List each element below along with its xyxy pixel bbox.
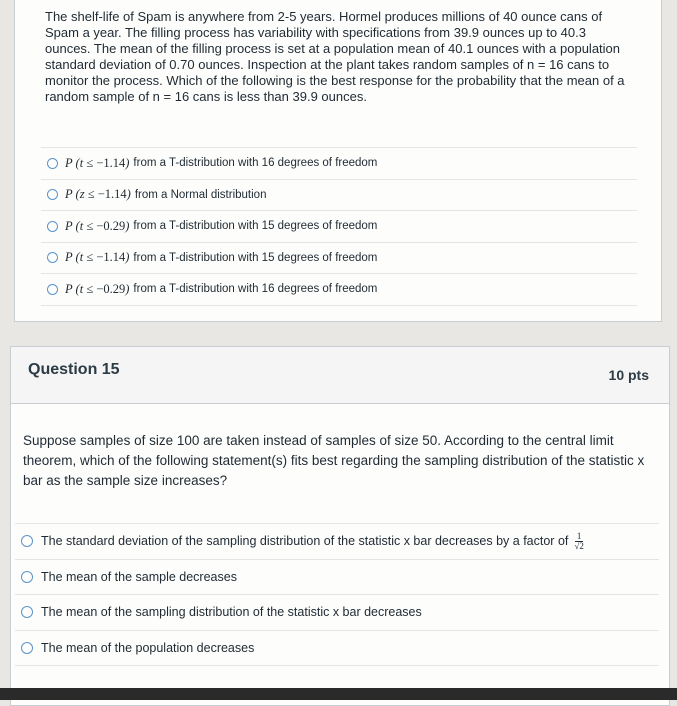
math-expression: P (t ≤ −0.29): [65, 281, 130, 296]
answer-option[interactable]: [15, 595, 659, 631]
fraction: $\frac{1}{√2}$: [574, 530, 584, 551]
answer-option[interactable]: [15, 631, 659, 667]
question-points: 10 pts: [608, 367, 649, 383]
question-14-text: The shelf-life of Spam is anywhere from 2-5 years. Hormel produces millions of 40 ounce cans of Spam a year. The filling process has variability with specifications from 39.9 ounces up to 40.3 ounces. The mean of the filling process is set at a population mean of 40.1 ounces with a population standard deviation of 0.70 ounces. Inspection at the plant takes random samples of n = 16 cans to monitor the process. Which of the following is the best response for the probability that the mean of a random sample of n = 16 cans is less than 39.9 ounces.: [45, 9, 625, 104]
math-expression: P (t ≤ −1.14): [65, 155, 130, 170]
math-expression: P (z ≤ −1.14): [65, 187, 131, 202]
question-title: Question 15: [28, 361, 120, 378]
answer-option[interactable]: [41, 211, 637, 243]
radio-button[interactable]: [21, 642, 33, 654]
bottom-bar: [0, 688, 677, 700]
answer-label: from a T-distribution with 15 degrees of freedom: [133, 220, 378, 233]
answer-label: from a T-distribution with 16 degrees of freedom: [133, 157, 378, 170]
radio-button[interactable]: [21, 571, 33, 583]
question-14-card: [14, 0, 662, 322]
answer-option[interactable]: [41, 274, 637, 306]
radio-button[interactable]: [47, 221, 58, 232]
radio-button[interactable]: [47, 252, 58, 263]
answer-label: from a Normal distribution: [134, 188, 267, 201]
answer-label: from a T-distribution with 15 degrees of freedom: [133, 251, 378, 264]
radio-button[interactable]: [21, 606, 33, 618]
math-expression: P (t ≤ −0.29): [65, 218, 130, 233]
answer-option[interactable]: [15, 560, 659, 596]
radio-button[interactable]: [47, 189, 58, 200]
radio-button[interactable]: [21, 535, 33, 547]
answer-option[interactable]: [41, 243, 637, 275]
radio-button[interactable]: [47, 158, 58, 169]
answer-option[interactable]: [15, 523, 659, 560]
radio-button[interactable]: [47, 284, 58, 295]
answer-label: The standard deviation of the sampling distribution of the statistic x bar decreases by a factor of: [41, 534, 569, 549]
answer-option[interactable]: [41, 147, 637, 180]
math-expression: P (t ≤ −1.14): [65, 250, 130, 265]
answer-label: The mean of the sampling distribution of the statistic x bar decreases: [41, 605, 422, 620]
answer-label: from a T-distribution with 16 degrees of freedom: [133, 283, 378, 296]
question-header: [11, 347, 669, 404]
answer-option[interactable]: [41, 180, 637, 212]
question-15-answers: [15, 523, 659, 666]
answer-label: The mean of the sample decreases: [41, 569, 237, 584]
question-15-card: [10, 346, 670, 706]
answer-label: The mean of the population decreases: [41, 640, 255, 655]
question-15-text: Suppose samples of size 100 are taken instead of samples of size 50. According to the central limit theorem, which of the following statement(s) fits best regarding the sampling distribution of the statistic x bar as the sample size increases?: [23, 433, 645, 488]
question-14-answers: [41, 147, 637, 306]
